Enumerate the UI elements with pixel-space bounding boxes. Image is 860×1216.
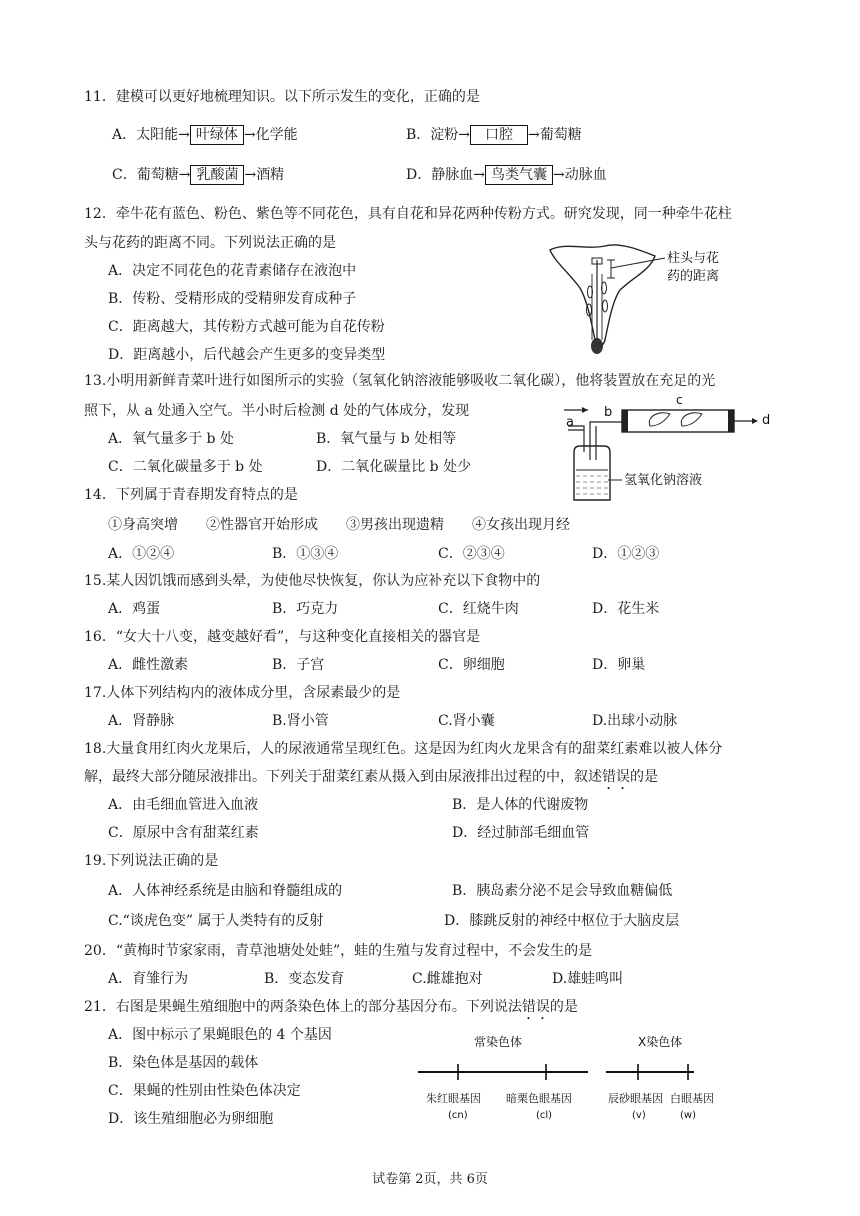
gene-cl-label: 暗栗色眼基因 [506,1092,572,1105]
q14-option-b[interactable]: B．①③④ [272,546,339,562]
fig-label-autosome: 常染色体 [474,1035,523,1049]
q16-option-d[interactable]: D．卵巢 [592,657,646,673]
q12-option-a[interactable]: A．决定不同花色的花青素储存在液泡中 [108,263,357,279]
q13-option-b[interactable]: B．氧气量与 b 处相等 [316,431,457,447]
gene-cn-label: 朱红眼基因 [426,1092,481,1105]
q13-stem-line2: 照下，从 a 处通入空气。半小时后检测 d 处的气体成分，发现 [84,403,470,419]
q18-option-d[interactable]: D．经过肺部毛细血管 [452,825,590,841]
q11-c-box: 乳酸菌 [190,165,244,185]
arrow-icon: → [473,167,485,183]
q19-option-c[interactable]: C.“谈虎色变” 属于人类特有的反射 [108,913,324,929]
q20-option-d[interactable]: D.雄蛙鸣叫 [552,971,624,987]
q19-stem: 19.下列说法正确的是 [84,853,219,869]
q14-option-d[interactable]: D．①②③ [592,546,660,562]
arrow-icon: → [243,127,256,143]
q21-option-b[interactable]: B．染色体是基因的载体 [108,1055,259,1071]
gene-w-symbol: (w) [680,1110,696,1121]
svg-text:a: a [566,415,574,430]
q11-option-b[interactable]: B．淀粉→ 口腔 →葡萄糖 [406,127,582,143]
q12-stem-line2: 头与花药的距离不同。下列说法正确的是 [84,235,336,251]
q11-b-box: 口腔 [470,125,528,145]
q14-items: ①身高突增 ②性器官开始形成 ③男孩出现遗精 ④女孩出现月经 [108,517,570,533]
q11-a-box: 叶绿体 [190,125,244,145]
arrow-icon: → [528,127,540,143]
arrow-icon: → [244,167,257,183]
fig-label-distance-1: 柱头与花 [667,251,720,266]
q15-option-c[interactable]: C．红烧牛肉 [438,601,519,617]
q16-stem: 16．“女大十八变，越变越好看”，与这种变化直接相关的器官是 [84,629,481,645]
q12-option-b[interactable]: B．传粉、受精形成的受精卵发育成种子 [108,291,357,307]
gene-w-label: 白眼基因 [670,1092,714,1105]
arrow-icon: → [178,127,190,143]
q17-stem: 17.人体下列结构内的液体成分里，含尿素最少的是 [84,685,401,701]
q21-stem: 21．右图是果蝇生殖细胞中的两条染色体上的部分基因分布。下列说法错误的是 [84,999,578,1015]
q13-stem-line1: 13.小明用新鲜青菜叶进行如图所示的实验（氢氧化钠溶液能够吸收二氧化碳），他将装置放在充足的光 [84,373,716,389]
q19-option-d[interactable]: D．膝跳反射的神经中枢位于大脑皮层 [444,913,680,929]
q21-option-d[interactable]: D．该生殖细胞必为卵细胞 [108,1111,274,1127]
q11-d-box: 鸟类气囊 [485,165,553,185]
gene-cn-symbol: (cn) [448,1110,468,1121]
q17-option-c[interactable]: C.肾小囊 [438,713,495,729]
q17-option-b[interactable]: B.肾小管 [272,713,329,729]
q16-option-c[interactable]: C．卵细胞 [438,657,505,673]
q18-stem-line1: 18.大量食用红肉火龙果后，人的尿液通常呈现红色。这是因为红肉火龙果含有的甜菜红素难以被人体分 [84,741,723,757]
svg-text:c: c [676,396,683,407]
q17-option-a[interactable]: A．肾静脉 [108,713,175,729]
q14-stem: 14．下列属于青春期发育特点的是 [84,487,298,503]
q15-option-a[interactable]: A．鸡蛋 [108,601,161,617]
q16-option-b[interactable]: B．子宫 [272,657,325,673]
q12-option-d[interactable]: D．距离越小，后代越会产生更多的变异类型 [108,347,386,363]
q11-stem: 11．建模可以更好地梳理知识。以下所示发生的变化，正确的是 [84,89,480,105]
q20-stem: 20．“黄梅时节家家雨，青草池塘处处蛙”，蛙的生殖与发育过程中，不会发生的是 [84,943,593,959]
q16-option-a[interactable]: A．雌性激素 [108,657,189,673]
q11-option-d[interactable]: D．静脉血→ 鸟类气囊 →动脉血 [406,167,607,183]
q19-option-a[interactable]: A．人体神经系统是由脑和脊髓组成的 [108,883,343,899]
arrow-icon: → [552,167,565,183]
q20-option-b[interactable]: B．变态发育 [264,971,345,987]
q18-option-c[interactable]: C．原尿中含有甜菜红素 [108,825,259,841]
q18-stem-line2: 解，最终大部分随尿液排出。下列关于甜菜红素从摄入到由尿液排出过程的中，叙述错误的是 [84,769,658,785]
q11-option-c[interactable]: C．葡萄糖→ 乳酸菌 →酒精 [112,167,285,183]
q13-option-a[interactable]: A．氧气量多于 b 处 [108,431,234,447]
arrow-icon: → [458,127,471,143]
q12-stem-line1: 12．牵牛花有蓝色、粉色、紫色等不同花色，具有自花和异花两种传粉方式。研究发现，同一种牵牛花柱 [84,206,732,222]
q21-option-c[interactable]: C．果蝇的性别由性染色体决定 [108,1083,301,1099]
arrow-icon: → [178,167,191,183]
q20-option-c[interactable]: C.雌雄抱对 [412,971,483,987]
q21-option-a[interactable]: A．图中标示了果蝇眼色的 4 个基因 [108,1027,332,1043]
q14-option-a[interactable]: A．①②④ [108,546,175,562]
svg-text:b: b [604,405,613,420]
fig-label-x-chromosome: X染色体 [638,1035,683,1049]
q21-emphasis: 错误 [521,999,550,1015]
morning-glory-figure [545,240,745,360]
q18-option-b[interactable]: B．是人体的代谢废物 [452,797,589,813]
fig-label-distance-2: 药的距离 [667,269,720,284]
q17-option-d[interactable]: D.出球小动脉 [592,713,678,729]
svg-text:d: d [762,413,771,428]
q18-emphasis: 错误 [602,769,630,785]
q18-option-a[interactable]: A．由毛细血管进入血液 [108,797,259,813]
q12-option-c[interactable]: C．距离越大，其传粉方式越可能为自花传粉 [108,319,385,335]
q11-option-a[interactable]: A．太阳能→ 叶绿体 →化学能 [112,127,298,143]
page-footer: 试卷第 2页，共 6页 [372,1172,488,1187]
q20-option-a[interactable]: A．育雏行为 [108,971,189,987]
gene-v-label: 辰砂眼基因 [608,1092,663,1105]
q13-option-c[interactable]: C．二氧化碳量多于 b 处 [108,459,263,475]
q15-stem: 15.某人因饥饿而感到头晕，为使他尽快恢复，你认为应补充以下食物中的 [84,573,541,589]
q14-option-c[interactable]: C．②③④ [438,546,505,562]
q15-option-b[interactable]: B．巧克力 [272,601,339,617]
experiment-apparatus-figure [560,396,780,506]
q13-option-d[interactable]: D．二氧化碳量比 b 处少 [316,459,472,475]
q19-option-b[interactable]: B．胰岛素分泌不足会导致血糖偏低 [452,883,673,899]
gene-cl-symbol: (cl) [536,1110,553,1121]
gene-v-symbol: (v) [632,1110,646,1121]
fig-label-naoh: 氢氧化钠溶液 [624,473,703,488]
q15-option-d[interactable]: D．花生米 [592,601,660,617]
chromosome-gene-figure [412,1032,732,1128]
